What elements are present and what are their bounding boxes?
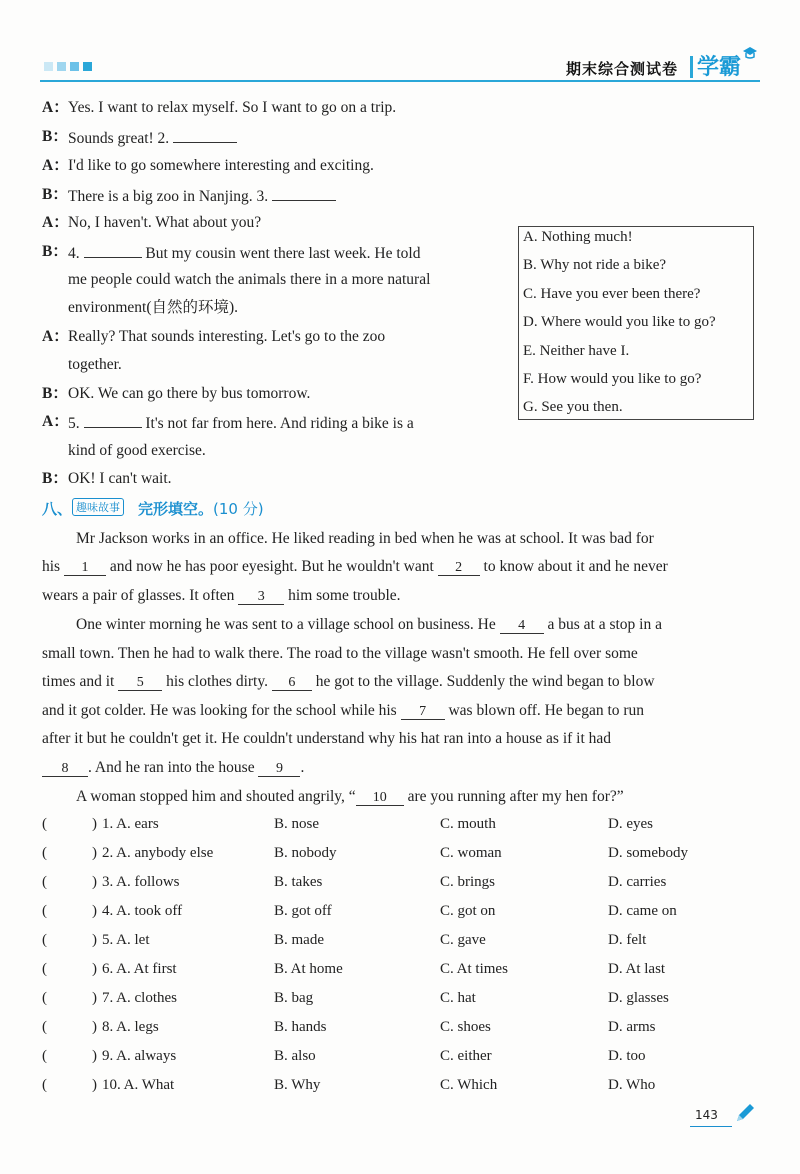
cloze-blank-2[interactable]: 2 (438, 559, 480, 576)
choice-d[interactable]: D. At last (608, 961, 666, 977)
dialogue-text: OK. We can go there by bus tomorrow. (68, 385, 311, 402)
cloze-blank-6[interactable]: 6 (272, 674, 312, 691)
cloze-blank-7[interactable]: 7 (401, 703, 445, 720)
speaker-label: B： (42, 128, 68, 145)
dialogue-text: No, I haven't. What about you? (68, 214, 262, 231)
passage-line: small town. Then he had to walk there. The road to the village wasn't smooth. He fell over some (42, 645, 638, 662)
passage-line: times and it 5 his clothes dirty. 6 he got to the village. Suddenly the wind began to blow (42, 673, 655, 690)
choice-b[interactable]: B. hands (274, 1019, 327, 1035)
choice-a[interactable]: 1. A. ears (102, 816, 159, 832)
answer-paren-close: ) (92, 990, 97, 1006)
pencil-icon (734, 1102, 756, 1124)
option-item: G. See you then. (523, 399, 623, 415)
answer-paren-open: ( (42, 1048, 47, 1064)
answer-blank-3[interactable] (272, 185, 336, 201)
answer-paren-open: ( (42, 990, 47, 1006)
choice-a[interactable]: 3. A. follows (102, 874, 180, 890)
page-number: 143 (695, 1108, 718, 1122)
cloze-blank-8[interactable]: 8 (42, 760, 88, 777)
speaker-label: A： (42, 328, 69, 345)
section-points: (10 分) (213, 500, 264, 518)
answer-paren-open: ( (42, 845, 47, 861)
choice-c[interactable]: C. brings (440, 874, 496, 890)
option-item: E. Neither have I. (523, 343, 630, 359)
choice-d[interactable]: D. too (608, 1048, 646, 1064)
dialogue-continuation: kind of good exercise. (68, 442, 206, 459)
choice-d[interactable]: D. somebody (608, 845, 688, 861)
choice-a[interactable]: 6. A. At first (102, 961, 177, 977)
answer-paren-open: ( (42, 1077, 47, 1093)
option-item: F. How would you like to go? (523, 371, 702, 387)
dialogue-continuation: together. (68, 356, 122, 373)
option-item: D. Where would you like to go? (523, 314, 716, 330)
question-row (42, 961, 742, 983)
section-tag: 趣味故事 (72, 498, 124, 516)
question-number: 4. (68, 245, 80, 262)
speaker-label: A： (42, 157, 69, 174)
passage-line: 8 . And he ran into the house 9 . (42, 758, 304, 778)
choice-a[interactable]: 2. A. anybody else (102, 845, 214, 861)
answer-paren-close: ) (92, 961, 97, 977)
cloze-blank-1[interactable]: 1 (64, 559, 106, 576)
answer-paren-open: ( (42, 874, 47, 890)
cloze-blank-4[interactable]: 4 (500, 617, 544, 634)
dialogue-text: Sounds great! 2. (68, 130, 170, 147)
choice-b[interactable]: B. also (274, 1048, 316, 1064)
choice-d[interactable]: D. arms (608, 1019, 656, 1035)
choice-b[interactable]: B. got off (274, 903, 332, 919)
answer-paren-close: ) (92, 816, 97, 832)
header-divider (690, 56, 693, 78)
speaker-label: A： (42, 99, 69, 116)
choice-d[interactable]: D. carries (608, 874, 667, 890)
question-row (42, 1077, 742, 1099)
choice-c[interactable]: C. gave (440, 932, 486, 948)
question-row (42, 903, 742, 925)
speaker-label: B： (42, 385, 68, 402)
speaker-label: B： (42, 186, 68, 203)
cloze-blank-3[interactable]: 3 (238, 588, 284, 605)
option-item: A. Nothing much! (523, 229, 633, 245)
choice-c[interactable]: C. At times (440, 961, 508, 977)
header-rule (40, 80, 760, 82)
choice-b[interactable]: B. nobody (274, 845, 337, 861)
speaker-label: B： (42, 470, 68, 487)
answer-blank-2[interactable] (173, 127, 237, 143)
answer-paren-close: ) (92, 874, 97, 890)
page-rule (690, 1126, 732, 1127)
question-row (42, 990, 742, 1012)
speaker-label: A： (42, 214, 69, 231)
choice-b[interactable]: B. nose (274, 816, 319, 832)
answer-paren-open: ( (42, 1019, 47, 1035)
choice-a[interactable]: 9. A. always (102, 1048, 177, 1064)
dialogue-continuation: me people could watch the animals there in a more natural (68, 271, 431, 288)
choice-d[interactable]: D. Who (608, 1077, 656, 1093)
dialogue-text: There is a big zoo in Nanjing. 3. (68, 188, 269, 205)
answer-paren-open: ( (42, 903, 47, 919)
question-row (42, 932, 742, 954)
question-row (42, 816, 742, 838)
passage-line: after it but he couldn't get it. He couldn't understand why his hat ran into a house as if it had (42, 730, 612, 747)
graduation-cap-icon (742, 46, 758, 60)
dialogue-continuation: environment(自然的环境). (68, 299, 239, 316)
cloze-blank-9[interactable]: 9 (258, 760, 300, 777)
dialogue-text: Really? That sounds interesting. Let's go to the zoo (68, 328, 386, 345)
dialogue-text: It's not far from here. And riding a bike is a (145, 415, 414, 432)
answer-paren-close: ) (92, 845, 97, 861)
answer-blank-5[interactable] (84, 412, 142, 428)
section-title (138, 498, 264, 519)
choice-b[interactable]: B. takes (274, 874, 323, 890)
choice-c[interactable]: C. shoes (440, 1019, 491, 1035)
passage-line: Mr Jackson works in an office. He liked reading in bed when he was at school. It was bad for (76, 530, 654, 547)
answer-paren-open: ( (42, 932, 47, 948)
choice-a[interactable]: 8. A. legs (102, 1019, 159, 1035)
question-row (42, 1048, 742, 1070)
choice-c[interactable]: C. either (440, 1048, 492, 1064)
choice-d[interactable]: D. felt (608, 932, 647, 948)
answer-paren-open: ( (42, 961, 47, 977)
cloze-blank-5[interactable]: 5 (118, 674, 162, 691)
dialogue-text: I'd like to go somewhere interesting and exciting. (68, 157, 374, 174)
choice-b[interactable]: B. made (274, 932, 324, 948)
answer-paren-close: ) (92, 1077, 97, 1093)
dialogue-text: But my cousin went there last week. He told (145, 245, 421, 262)
options-box (518, 226, 754, 420)
answer-paren-close: ) (92, 932, 97, 948)
speaker-label: A： (42, 413, 69, 430)
question-row (42, 1019, 742, 1041)
passage-line: and it got colder. He was looking for the school while his 7 was blown off. He began to run (42, 702, 645, 719)
section-title-text: 完形填空。 (138, 500, 214, 518)
dialogue-text: OK! I can't wait. (68, 470, 172, 487)
option-item: C. Have you ever been there? (523, 286, 701, 302)
answer-blank-4[interactable] (84, 242, 142, 258)
cloze-blank-10[interactable]: 10 (356, 789, 404, 806)
choice-d[interactable]: D. glasses (608, 990, 669, 1006)
choice-c[interactable]: C. got on (440, 903, 496, 919)
choice-b[interactable]: B. Why (274, 1077, 321, 1093)
choice-c[interactable]: C. mouth (440, 816, 496, 832)
section-number: 八、 (42, 500, 73, 518)
passage-line: A woman stopped him and shouted angrily, “ 10 are you running after my hen for?” (76, 788, 624, 805)
choice-c[interactable]: C. hat (440, 990, 476, 1006)
header-decoration (44, 62, 92, 71)
answer-paren-close: ) (92, 903, 97, 919)
brand-logo: 学霸 (697, 55, 742, 80)
answer-paren-close: ) (92, 1019, 97, 1035)
passage-line: One winter morning he was sent to a village school on business. He 4 a bus at a stop in a (76, 616, 662, 633)
choice-b[interactable]: B. bag (274, 990, 314, 1006)
dialogue-text: Yes. I want to relax myself. So I want to go on a trip. (68, 99, 397, 116)
passage-line: wears a pair of glasses. It often 3 him some trouble. (42, 587, 401, 604)
choice-c[interactable]: C. woman (440, 845, 502, 861)
choice-a[interactable]: 10. A. What (102, 1077, 175, 1093)
header-title: 期末综合测试卷 (566, 60, 679, 78)
choice-a[interactable]: 7. A. clothes (102, 990, 177, 1006)
choice-a[interactable]: 5. A. let (102, 932, 150, 948)
choice-a[interactable]: 4. A. took off (102, 903, 183, 919)
answer-paren-close: ) (92, 1048, 97, 1064)
choice-b[interactable]: B. At home (274, 961, 343, 977)
question-row (42, 845, 742, 867)
option-item: B. Why not ride a bike? (523, 257, 667, 273)
question-row (42, 874, 742, 896)
choice-d[interactable]: D. eyes (608, 816, 653, 832)
choice-c[interactable]: C. Which (440, 1077, 498, 1093)
passage-line: his 1 and now he has poor eyesight. But he wouldn't want 2 to know about it and he never (42, 558, 668, 575)
choice-d[interactable]: D. came on (608, 903, 677, 919)
question-number: 5. (68, 415, 80, 432)
speaker-label: B： (42, 243, 68, 260)
answer-paren-open: ( (42, 816, 47, 832)
